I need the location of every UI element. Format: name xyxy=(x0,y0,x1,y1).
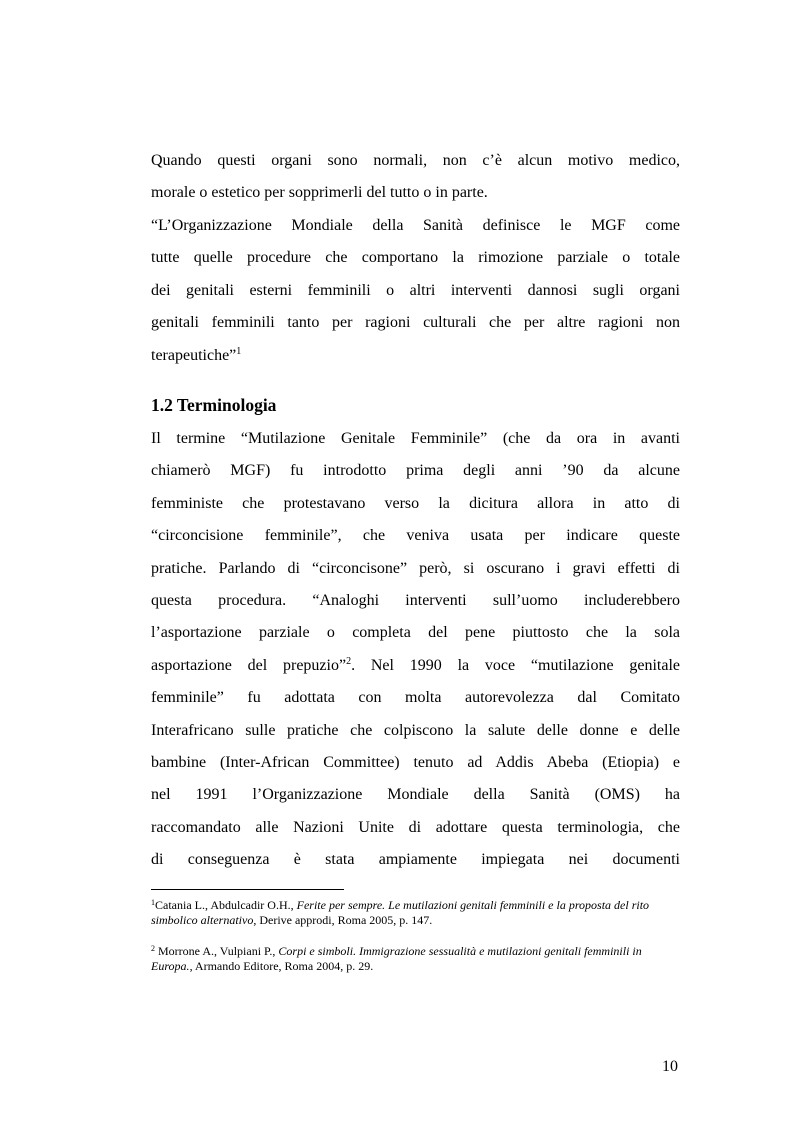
text-line: “circoncisione femminile”, che veniva usata per indicare queste xyxy=(151,527,680,545)
footnote-separator xyxy=(151,889,344,890)
text-line: femministe che protestavano verso la dicitura allora in atto di xyxy=(151,494,680,512)
footnote-2 xyxy=(151,944,681,974)
paragraph-terminology xyxy=(151,423,680,876)
text-line: bambine (Inter-African Committee) tenuto ad Addis Abeba (Etiopia) e xyxy=(151,753,680,771)
section-heading: 1.2 Terminologia xyxy=(151,395,277,415)
footnote-authors: Catania L., Abdulcadir O.H., xyxy=(155,898,297,912)
text-line: morale o estetico per sopprimerli del tutto o in parte. xyxy=(151,184,488,202)
text-fragment: terapeutiche” xyxy=(151,346,237,364)
text-line: pratiche. Parlando di “circoncisone” però, si oscurano i gravi effetti di xyxy=(151,559,680,577)
text-line: di conseguenza è stata ampiamente impiegata nei documenti xyxy=(151,851,680,869)
footnote-number: 2 xyxy=(151,944,155,953)
text-line: raccomandato alle Nazioni Unite di adottare questa terminologia, che xyxy=(151,818,680,836)
footnote-number: 1 xyxy=(151,898,155,907)
text-line: dei genitali esterni femminili o altri interventi dannosi sugli organi xyxy=(151,281,680,299)
page-number: 10 xyxy=(662,1058,678,1075)
paragraph-oms-definition xyxy=(151,210,680,372)
text-line: Quando questi organi sono normali, non c’è alcun motivo medico, xyxy=(151,152,680,169)
text-line: “L’Organizzazione Mondiale della Sanità definisce le MGF come xyxy=(151,217,680,234)
footnote-publisher: , Derive approdi, Roma 2005, p. 147. xyxy=(253,913,433,927)
text-fragment: . Nel 1990 la voce “mutilazione genitale xyxy=(351,656,680,674)
text-line: questa procedura. “Analoghi interventi sull’uomo includerebbero xyxy=(151,591,680,609)
footnote-title: Corpi e simboli. Immigrazione sessualità e mutilazioni genitali femminili in Europa. xyxy=(151,944,642,973)
text-line: femminile” fu adottata con molta autorevolezza dal Comitato xyxy=(151,689,680,707)
footnote-publisher: , Armando Editore, Roma 2004, p. 29. xyxy=(189,959,374,973)
text-line: Il termine “Mutilazione Genitale Femminile” (che da ora in avanti xyxy=(151,430,680,447)
text-line: Interafricano sulle pratiche che colpiscono la salute delle donne e delle xyxy=(151,721,680,739)
text-line: chiamerò MGF) fu introdotto prima degli anni ’90 da alcune xyxy=(151,462,680,480)
text-line: tutte quelle procedure che comportano la rimozione parziale o totale xyxy=(151,249,680,267)
text-line xyxy=(151,650,680,682)
footnote-1 xyxy=(151,898,681,928)
text-fragment: asportazione del prepuzio” xyxy=(151,656,347,674)
text-line: genitali femminili tanto per ragioni culturali che per altre ragioni non xyxy=(151,314,680,332)
paragraph-intro xyxy=(151,145,680,210)
footnote-authors: Morrone A., Vulpiani P., xyxy=(155,944,279,958)
footnote-ref-2[interactable]: 2 xyxy=(346,655,352,667)
text-line: l’asportazione parziale o completa del pene piuttosto che la sola xyxy=(151,624,680,642)
footnote-ref-1[interactable]: 1 xyxy=(236,345,242,357)
text-line: nel 1991 l’Organizzazione Mondiale della Sanità (OMS) ha xyxy=(151,786,680,804)
footnote-title: Ferite per sempre. Le mutilazioni genitali femminili e la proposta del rito simbolico alternativo xyxy=(151,898,650,927)
text-line xyxy=(151,340,680,372)
